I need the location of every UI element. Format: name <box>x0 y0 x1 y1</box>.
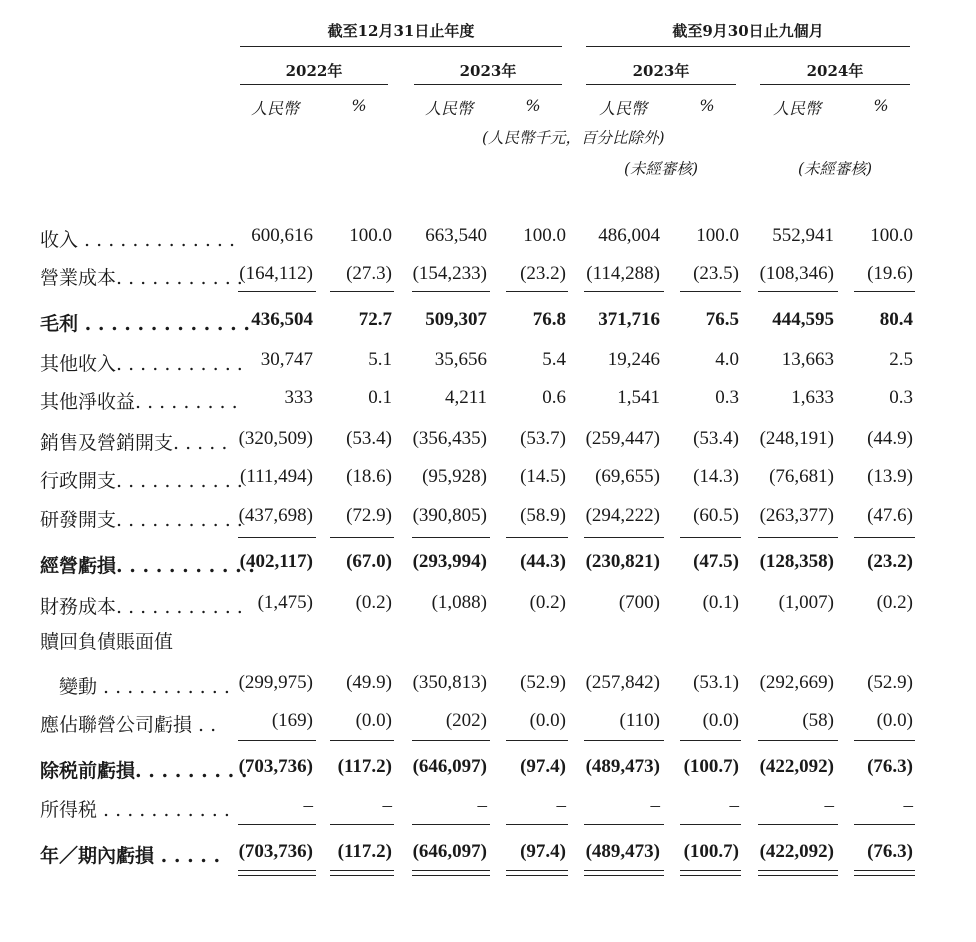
total-double-rule <box>584 870 664 876</box>
total-double-rule <box>680 870 741 876</box>
table-cell: (402,117) <box>239 551 313 572</box>
table-cell: 4,211 <box>444 387 487 408</box>
table-cell: 13,663 <box>781 349 834 370</box>
currency-subheader: 人民幣 <box>250 99 299 118</box>
table-cell: (19.6) <box>867 263 913 284</box>
table-cell: (47.6) <box>867 505 913 526</box>
header-group-nine-months: 截至9月30日止九個月 <box>672 22 824 40</box>
table-cell: (76.3) <box>867 756 913 777</box>
table-cell: 30,747 <box>260 349 313 370</box>
table-cell: (0.0) <box>355 710 392 731</box>
table-cell: (44.9) <box>867 428 913 449</box>
table-cell: (259,447) <box>585 428 660 449</box>
table-cell: (117.2) <box>337 756 392 777</box>
subtotal-rule <box>412 537 490 538</box>
table-cell: 0.1 <box>368 387 392 408</box>
table-cell: 509,307 <box>425 309 487 330</box>
subtotal-rule <box>506 824 568 825</box>
table-cell: (100.7) <box>683 841 739 862</box>
table-cell: (1,007) <box>778 592 834 613</box>
table-cell: (100.7) <box>683 756 739 777</box>
currency-subheader: 人民幣 <box>772 99 821 118</box>
table-cell: 1,541 <box>617 387 660 408</box>
table-cell: (53.1) <box>693 672 739 693</box>
row-label: 銷售及營銷開支. . . . . <box>40 432 228 454</box>
table-cell: (293,994) <box>412 551 487 572</box>
table-cell: – <box>650 795 660 816</box>
table-cell: (489,473) <box>585 841 660 862</box>
table-cell: (13.9) <box>867 466 913 487</box>
subtotal-rule <box>330 291 394 292</box>
table-cell: – <box>824 795 834 816</box>
table-cell: (390,805) <box>412 505 487 526</box>
table-cell: 444,595 <box>772 309 834 330</box>
year-header-2023: 2023年 <box>459 62 517 80</box>
header-group-fiscal-year: 截至12月31日止年度 <box>327 22 475 40</box>
total-double-rule <box>854 870 915 876</box>
table-cell: (646,097) <box>412 756 487 777</box>
table-cell: (23.2) <box>867 551 913 572</box>
total-double-rule <box>506 870 568 876</box>
row-label: 贖回負債賬面值 <box>40 631 174 653</box>
row-label: 所得税 . . . . . . . . . . . <box>40 799 230 821</box>
row-label: 變動 . . . . . . . . . . . <box>40 676 230 698</box>
subtotal-rule <box>330 537 394 538</box>
table-cell: 35,656 <box>434 349 487 370</box>
table-cell: (356,435) <box>412 428 487 449</box>
subtotal-rule <box>584 740 664 741</box>
subtotal-rule <box>584 537 664 538</box>
table-cell: 76.8 <box>532 309 566 330</box>
table-cell: (52.9) <box>867 672 913 693</box>
subtotal-rule <box>758 824 838 825</box>
table-cell: 436,504 <box>251 309 313 330</box>
table-cell: (164,112) <box>239 263 313 284</box>
pct-subheader: % <box>525 96 541 115</box>
table-cell: (0.0) <box>702 710 739 731</box>
subtotal-rule <box>680 537 741 538</box>
table-cell: (97.4) <box>520 756 566 777</box>
row-label: 收入 . . . . . . . . . . . . . <box>40 229 236 251</box>
total-double-rule <box>330 870 394 876</box>
subtotal-rule <box>506 740 568 741</box>
year-rule <box>586 84 736 85</box>
table-cell: (111,494) <box>240 466 313 487</box>
row-label: 除税前虧損. . . . . . . . . <box>40 760 248 782</box>
table-cell: 600,616 <box>251 225 313 246</box>
table-cell: (1,475) <box>257 592 313 613</box>
table-cell: (117.2) <box>337 841 392 862</box>
table-cell: (700) <box>618 592 660 613</box>
table-cell: (58.9) <box>520 505 566 526</box>
table-cell: (299,975) <box>238 672 313 693</box>
table-cell: (292,669) <box>759 672 834 693</box>
unaudited-note: (未經審核) <box>798 160 873 178</box>
table-cell: (0.0) <box>876 710 913 731</box>
table-cell: 19,246 <box>607 349 660 370</box>
table-cell: 1,633 <box>791 387 834 408</box>
table-cell: 5.4 <box>542 349 566 370</box>
subtotal-rule <box>330 824 394 825</box>
table-cell: (422,092) <box>759 841 834 862</box>
table-cell: (1,088) <box>431 592 487 613</box>
row-label: 其他收入. . . . . . . . . . . <box>40 353 243 375</box>
table-cell: 333 <box>284 387 313 408</box>
table-cell: (76.3) <box>867 841 913 862</box>
subtotal-rule <box>758 537 838 538</box>
table-cell: (263,377) <box>759 505 834 526</box>
table-cell: (422,092) <box>759 756 834 777</box>
row-label: 財務成本. . . . . . . . . . . <box>40 596 243 618</box>
subtotal-rule <box>758 740 838 741</box>
table-cell: (202) <box>445 710 487 731</box>
table-cell: (76,681) <box>769 466 834 487</box>
table-cell: 371,716 <box>598 309 660 330</box>
total-double-rule <box>758 870 838 876</box>
row-label: 行政開支. . . . . . . . . . . <box>40 470 243 492</box>
currency-subheader: 人民幣 <box>424 99 473 118</box>
table-cell: (47.5) <box>693 551 739 572</box>
table-cell: (0.2) <box>529 592 566 613</box>
table-cell: (23.2) <box>520 263 566 284</box>
pct-subheader: % <box>873 96 889 115</box>
table-cell: (0.1) <box>702 592 739 613</box>
table-cell: (169) <box>271 710 313 731</box>
table-cell: – <box>556 795 566 816</box>
table-cell: (703,736) <box>238 756 313 777</box>
subtotal-rule <box>238 824 316 825</box>
table-cell: (0.2) <box>355 592 392 613</box>
row-label: 其他淨收益. . . . . . . . . <box>40 391 238 413</box>
subtotal-rule <box>854 740 915 741</box>
unit-note: (人民幣千元，百分比除外) <box>482 129 665 147</box>
subtotal-rule <box>412 291 490 292</box>
table-cell: (49.9) <box>346 672 392 693</box>
subtotal-rule <box>584 291 664 292</box>
subtotal-rule <box>854 291 915 292</box>
table-cell: (320,509) <box>238 428 313 449</box>
table-cell: (108,346) <box>759 263 834 284</box>
table-cell: (97.4) <box>520 841 566 862</box>
subtotal-rule <box>854 537 915 538</box>
row-label: 經營虧損. . . . . . . . . . . <box>40 555 255 577</box>
subtotal-rule <box>758 291 838 292</box>
table-cell: (53.4) <box>693 428 739 449</box>
table-cell: (0.0) <box>529 710 566 731</box>
table-cell: (437,698) <box>238 505 313 526</box>
table-cell: 0.3 <box>715 387 739 408</box>
table-cell: (69,655) <box>595 466 660 487</box>
table-cell: (294,222) <box>585 505 660 526</box>
pct-subheader: % <box>699 96 715 115</box>
table-cell: – <box>303 795 313 816</box>
table-cell: (0.2) <box>876 592 913 613</box>
table-cell: (257,842) <box>585 672 660 693</box>
table-cell: 100.0 <box>349 225 392 246</box>
table-cell: 0.3 <box>889 387 913 408</box>
year-header-2024-9m: 2024年 <box>806 62 864 80</box>
year-rule <box>760 84 910 85</box>
total-double-rule <box>412 870 490 876</box>
subtotal-rule <box>330 740 394 741</box>
table-cell: – <box>729 795 739 816</box>
table-cell: (53.4) <box>346 428 392 449</box>
table-cell: (67.0) <box>346 551 392 572</box>
table-cell: (52.9) <box>520 672 566 693</box>
table-cell: (44.3) <box>520 551 566 572</box>
table-cell: (95,928) <box>422 466 487 487</box>
year-rule <box>240 84 388 85</box>
subtotal-rule <box>412 740 490 741</box>
header-rule <box>586 46 910 47</box>
table-cell: (14.3) <box>693 466 739 487</box>
unaudited-note: (未經審核) <box>624 160 699 178</box>
subtotal-rule <box>680 740 741 741</box>
pct-subheader: % <box>351 96 367 115</box>
table-cell: (60.5) <box>693 505 739 526</box>
subtotal-rule <box>238 291 316 292</box>
currency-subheader: 人民幣 <box>598 99 647 118</box>
table-cell: 100.0 <box>523 225 566 246</box>
table-cell: (72.9) <box>346 505 392 526</box>
table-cell: (58) <box>802 710 834 731</box>
table-cell: 0.6 <box>542 387 566 408</box>
table-cell: – <box>903 795 913 816</box>
table-cell: (114,288) <box>586 263 660 284</box>
table-cell: (646,097) <box>412 841 487 862</box>
year-header-2022: 2022年 <box>285 62 343 80</box>
year-rule <box>414 84 562 85</box>
total-double-rule <box>238 870 316 876</box>
subtotal-rule <box>238 740 316 741</box>
row-label: 研發開支. . . . . . . . . . . <box>40 509 243 531</box>
subtotal-rule <box>584 824 664 825</box>
table-cell: 486,004 <box>598 225 660 246</box>
header-rule <box>240 46 562 47</box>
table-cell: (18.6) <box>346 466 392 487</box>
table-cell: 2.5 <box>889 349 913 370</box>
subtotal-rule <box>238 537 316 538</box>
subtotal-rule <box>506 537 568 538</box>
subtotal-rule <box>680 291 741 292</box>
table-cell: (230,821) <box>585 551 660 572</box>
table-cell: (14.5) <box>520 466 566 487</box>
table-cell: 100.0 <box>696 225 739 246</box>
table-cell: (23.5) <box>693 263 739 284</box>
table-cell: 4.0 <box>715 349 739 370</box>
table-cell: – <box>382 795 392 816</box>
table-cell: (703,736) <box>238 841 313 862</box>
table-cell: (154,233) <box>412 263 487 284</box>
row-label: 年／期內虧損 . . . . . <box>40 845 221 867</box>
table-cell: 80.4 <box>879 309 913 330</box>
table-cell: 72.7 <box>358 309 392 330</box>
subtotal-rule <box>680 824 741 825</box>
table-cell: 552,941 <box>772 225 834 246</box>
table-cell: (27.3) <box>346 263 392 284</box>
table-cell: (128,358) <box>759 551 834 572</box>
table-cell: (248,191) <box>759 428 834 449</box>
row-label: 應佔聯營公司虧損 . . <box>40 714 217 736</box>
row-label: 毛利 . . . . . . . . . . . . . <box>40 313 250 335</box>
subtotal-rule <box>854 824 915 825</box>
table-cell: (53.7) <box>520 428 566 449</box>
year-header-2023-9m: 2023年 <box>632 62 690 80</box>
table-cell: (489,473) <box>585 756 660 777</box>
table-cell: 76.5 <box>705 309 739 330</box>
table-cell: (110) <box>619 710 660 731</box>
table-cell: – <box>477 795 487 816</box>
table-cell: (350,813) <box>412 672 487 693</box>
table-cell: 100.0 <box>870 225 913 246</box>
row-label: 營業成本. . . . . . . . . . . <box>40 267 243 289</box>
subtotal-rule <box>506 291 568 292</box>
table-cell: 663,540 <box>425 225 487 246</box>
subtotal-rule <box>412 824 490 825</box>
table-cell: 5.1 <box>368 349 392 370</box>
